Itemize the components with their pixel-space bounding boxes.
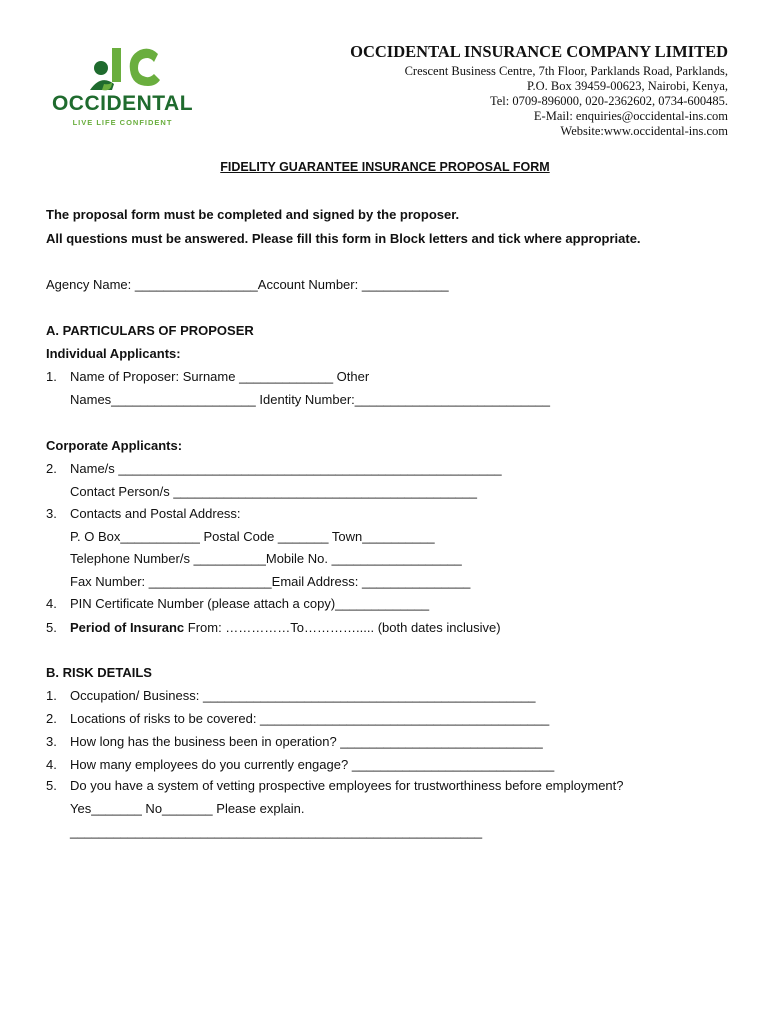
company-email[interactable]: E-Mail: enquiries@occidental-ins.com xyxy=(533,109,728,123)
occupation-field[interactable]: Occupation/ Business: ______________________________________________ xyxy=(70,688,536,703)
question-number: 4. xyxy=(46,596,57,611)
question-number: 3. xyxy=(46,506,57,521)
company-name: OCCIDENTAL INSURANCE COMPANY LIMITED xyxy=(350,42,728,61)
contact-person-field[interactable]: Contact Person/s __________________________________________ xyxy=(70,484,477,499)
pin-certificate-field[interactable]: PIN Certificate Number (please attach a copy)_____________ xyxy=(70,596,430,611)
company-address-2: P.O. Box 39459-00623, Nairobi, Kenya, xyxy=(526,79,728,93)
telephone-mobile-field[interactable]: Telephone Number/s __________Mobile No. __________________ xyxy=(70,551,462,566)
question-number: 5. xyxy=(46,620,57,635)
company-telephone: Tel: 0709-896000, 020-2362602, 0734-600485. xyxy=(490,94,728,108)
instruction-line-1: The proposal form must be completed and signed by the proposer. xyxy=(46,207,460,222)
corporate-name-field[interactable]: Name/s _____________________________________________________ xyxy=(70,461,502,476)
risk-locations-field[interactable]: Locations of risks to be covered: ________________________________________ xyxy=(70,711,550,726)
vetting-yes-no-field[interactable]: Yes_______ No_______ Please explain. xyxy=(70,801,305,816)
instruction-line-2: All questions must be answered. Please fill this form in Block letters and tick where appropriate. xyxy=(46,231,641,246)
postal-address-field[interactable]: P. O Box___________ Postal Code _______ Town__________ xyxy=(70,529,435,544)
vetting-explanation-field[interactable]: _________________________________________________________ xyxy=(70,824,483,839)
logo-wordmark: OCCIDENTAL xyxy=(51,92,194,115)
employee-count-field[interactable]: How many employees do you currently engage? ____________________________ xyxy=(70,757,555,772)
fax-email-field[interactable]: Fax Number: _________________Email Address: _______________ xyxy=(70,574,471,589)
vetting-question-text: Do you have a system of vetting prospective employees for trustworthiness before employment? xyxy=(70,778,624,793)
section-b-heading: B. RISK DETAILS xyxy=(46,665,152,680)
company-address-1: Crescent Business Centre, 7th Floor, Parklands Road, Parklands, xyxy=(404,64,728,78)
question-number: 1. xyxy=(46,688,57,703)
section-a-heading: A. PARTICULARS OF PROPOSER xyxy=(46,323,254,338)
company-logo xyxy=(50,44,195,134)
contacts-postal-label: Contacts and Postal Address: xyxy=(70,506,241,521)
period-dates-text: From: ……………To…………..... (both dates inclusive) xyxy=(184,620,501,635)
question-number: 4. xyxy=(46,757,57,772)
individual-applicants-heading: Individual Applicants: xyxy=(46,346,181,361)
question-number: 1. xyxy=(46,369,57,384)
period-of-insurance-field[interactable] xyxy=(70,620,501,635)
logo-mark-icon xyxy=(88,44,168,94)
company-website[interactable]: Website:www.occidental-ins.com xyxy=(560,124,728,138)
question-number: 2. xyxy=(46,461,57,476)
logo-tagline: LIVE LIFE CONFIDENT xyxy=(72,118,173,127)
agency-account-field[interactable]: Agency Name: _________________Account Number: ____________ xyxy=(46,277,449,292)
period-of-insurance-label: Period of Insuranc xyxy=(70,620,185,635)
question-number: 2. xyxy=(46,711,57,726)
question-number: 3. xyxy=(46,734,57,749)
proposer-names-id-field[interactable]: Names____________________ Identity Number:___________________________ xyxy=(70,392,550,407)
question-number: 5. xyxy=(46,778,57,793)
business-duration-field[interactable]: How long has the business been in operation? ____________________________ xyxy=(70,734,543,749)
form-title: FIDELITY GUARANTEE INSURANCE PROPOSAL FORM xyxy=(220,160,550,174)
proposer-surname-field[interactable]: Name of Proposer: Surname _____________ Other xyxy=(70,369,370,384)
corporate-applicants-heading: Corporate Applicants: xyxy=(46,438,183,453)
company-header xyxy=(350,42,728,139)
